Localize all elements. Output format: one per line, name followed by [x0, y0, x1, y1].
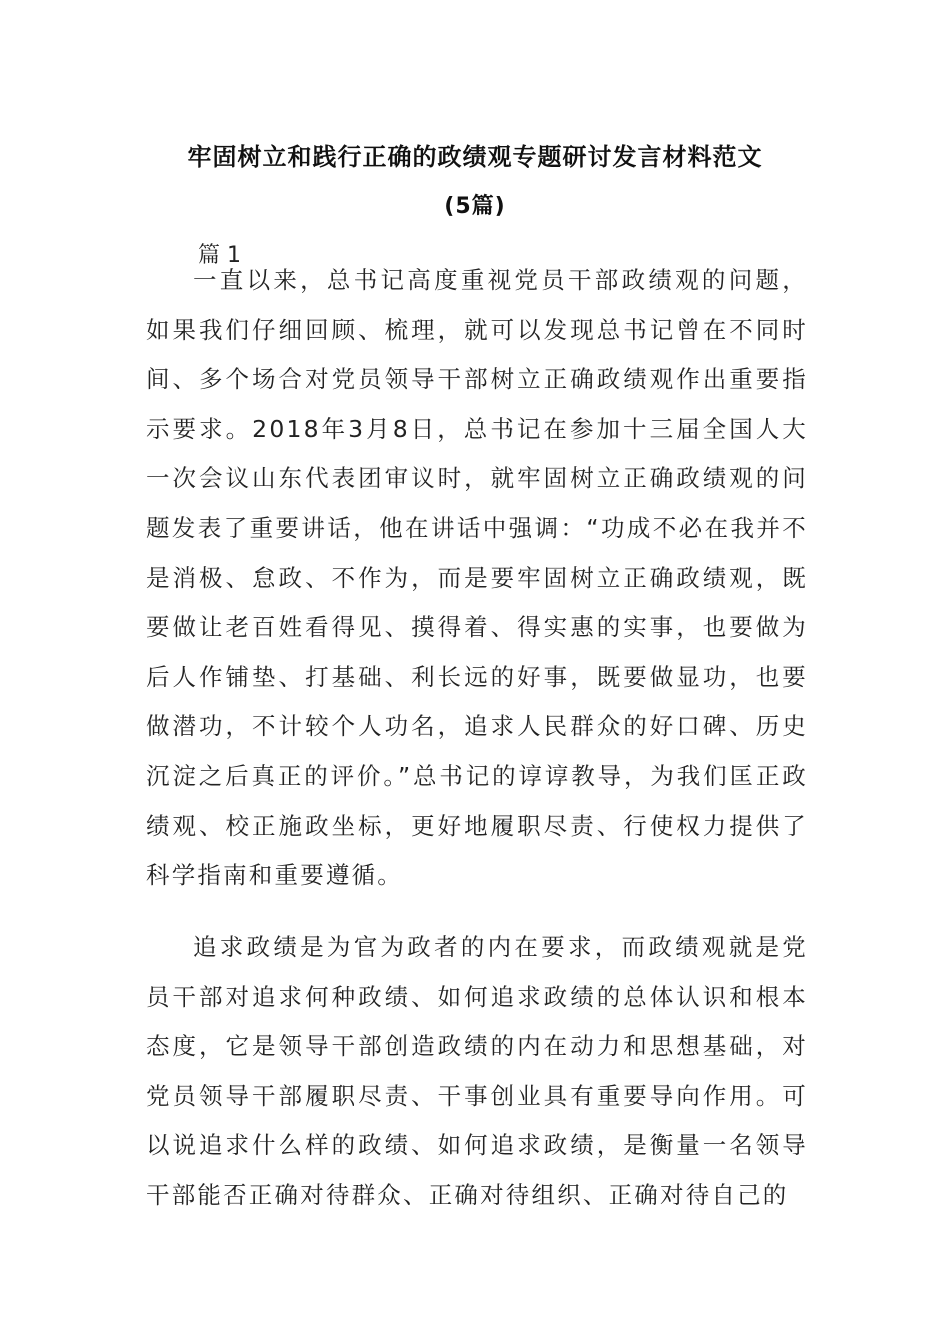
paragraph-1: 一直以来，总书记高度重视党员干部政绩观的问题，如果我们仔细回顾、梳理，就可以发现总书记曾在不同时间、多个场合对党员领导干部树立正确政绩观作出重要指示要求。2018年3月8日，总书记在参加十三届全国人大一次会议山东代表团审议时，就牢固树立正确政绩观的问题发表了重要讲话，他在讲话中强调：“功成不必在我并不是消极、怠政、不作为，而是要牢固树立正确政绩观，既要做让老百姓看得见、摸得着、得实惠的实事，也要做为后人作铺垫、打基础、利长远的好事，既要做显功，也要做潜功，不计较个人功名，追求人民群众的好口碑、历史沉淀之后真正的评价。”总书记的谆谆教导，为我们匡正政绩观、校正施政坐标，更好地履职尽责、行使权力提供了科学指南和重要遵循。 — [146, 266, 808, 890]
paragraph-2: 追求政绩是为官为政者的内在要求，而政绩观就是党员干部对追求何种政绩、如何追求政绩的总体认识和根本态度，它是领导干部创造政绩的内在动力和思想基础，对党员领导干部履职尽责、干事创业具有重要导向作用。可以说追求什么样的政绩、如何追求政绩，是衡量一名领导干部能否正确对待群众、正确对待组织、正确对待自己的 — [146, 933, 808, 1209]
section-label: 篇 1 — [198, 243, 241, 268]
document-title: 牢固树立和践行正确的政绩观专题研讨发言材料范文 — [187, 143, 763, 171]
document-subtitle: (5篇) — [444, 194, 506, 219]
